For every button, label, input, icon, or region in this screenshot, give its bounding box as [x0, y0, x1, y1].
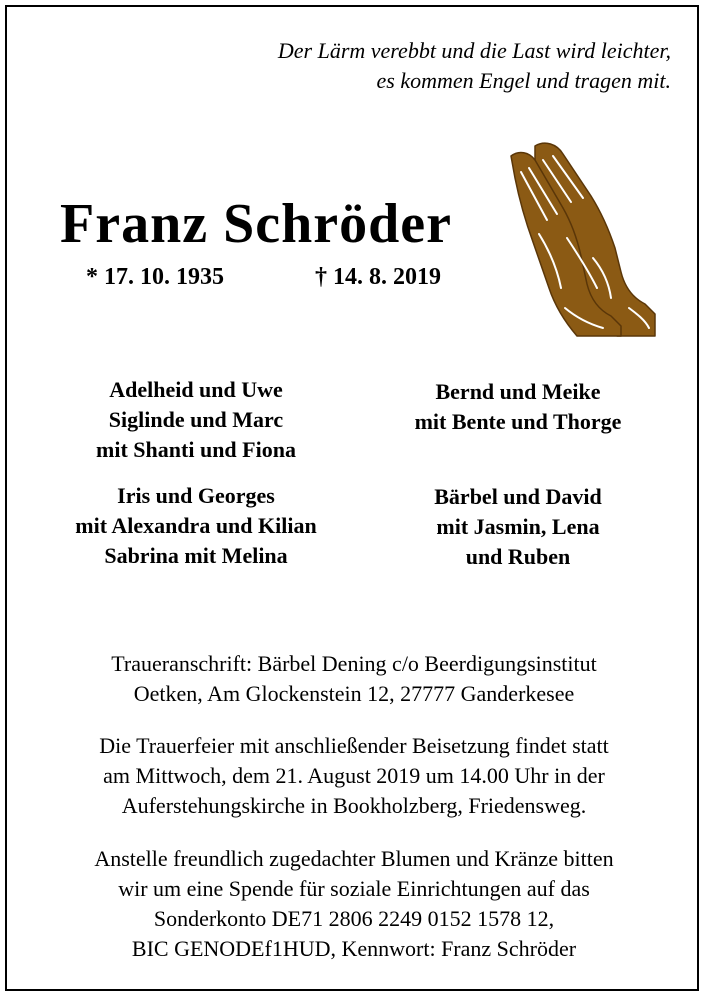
info-line: Anstelle freundlich zugedachter Blumen und Kränze bitten [94, 846, 614, 871]
motto-quote [278, 36, 671, 96]
family-line: mit Shanti und Fiona [96, 437, 296, 462]
family-line: Sabrina mit Melina [104, 543, 288, 568]
info-line: Die Trauerfeier mit anschließender Beisetzung findet statt [99, 733, 609, 758]
deceased-name: Franz Schröder [60, 193, 452, 255]
info-line: Oetken, Am Glockenstein 12, 27777 Ganderkesee [133, 681, 575, 706]
family-line: Adelheid und Uwe [109, 377, 283, 402]
family-line: Bärbel und David [434, 484, 602, 509]
family-group-right-1 [368, 377, 668, 437]
family-line: Siglinde und Marc [108, 407, 284, 432]
info-line: BIC GENODEf1HUD, Kennwort: Franz Schröder [131, 936, 577, 961]
praying-hands-icon [505, 138, 660, 338]
birth-date: * 17. 10. 1935 [86, 264, 224, 290]
death-date: † 14. 8. 2019 [315, 264, 441, 290]
motto-line: Der Lärm verebbt und die Last wird leichter, [277, 38, 671, 63]
info-line: Sonderkonto DE71 2806 2249 0152 1578 12, [153, 906, 555, 931]
info-line: Auferstehungskirche in Bookholzberg, Friedensweg. [121, 793, 587, 818]
family-line: Iris und Georges [117, 483, 275, 508]
family-line: mit Jasmin, Lena [436, 514, 600, 539]
family-line: mit Alexandra und Kilian [75, 513, 317, 538]
family-line: und Ruben [465, 544, 571, 569]
family-group-left-2 [46, 481, 346, 571]
info-line: am Mittwoch, dem 21. August 2019 um 14.00 Uhr in der [103, 763, 605, 788]
donation-request [20, 844, 688, 964]
info-line: Traueranschrift: Bärbel Dening c/o Beerdigungsinstitut [111, 651, 597, 676]
mourning-address [20, 649, 688, 709]
family-line: Bernd und Meike [435, 379, 601, 404]
info-line: wir um eine Spende für soziale Einrichtungen auf das [118, 876, 590, 901]
family-group-left-1 [46, 375, 346, 465]
family-group-right-2 [368, 482, 668, 572]
motto-line: es kommen Engel und tragen mit. [376, 68, 671, 93]
ceremony-details [20, 731, 688, 821]
family-line: mit Bente und Thorge [414, 409, 622, 434]
